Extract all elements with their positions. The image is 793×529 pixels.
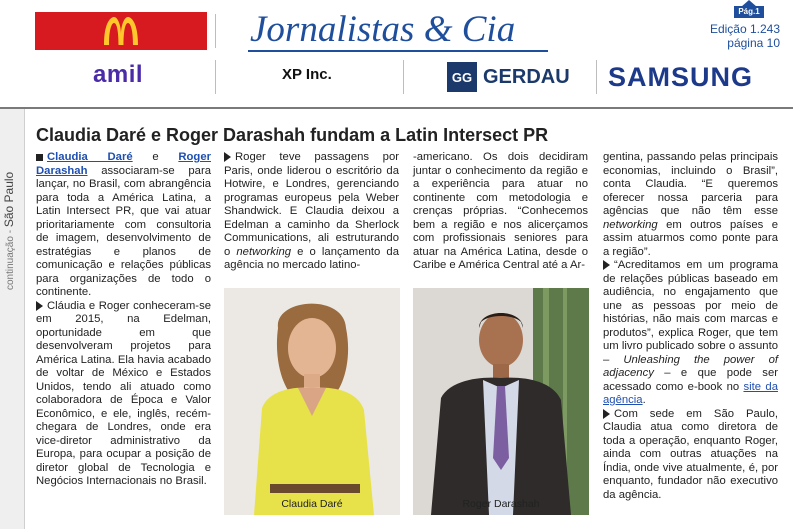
title-underline (248, 50, 548, 52)
bullet-triangle-icon (224, 152, 231, 162)
claudia-photo-caption: Claudia Daré (281, 498, 343, 510)
text: Cláudia e Roger conheceram-se em 2015, na Edelman, oportunidade em que desenvolveram projetos para América Latina. Ela havia acabado de voltar de México e Estados Unidos, tendo ali atuado como colaboradora de Época e Valor Econômico, e ele, inglês, recém-chegara de Londres, onde era vice-diretor administrativo da Europa, para ocupar a posição de diretor global de Tecnologia e Negócios Internacionais no Brasil. (36, 299, 211, 487)
bullet-square-icon (36, 154, 43, 161)
sponsor-divider (596, 60, 597, 94)
claudia-dare-link[interactable]: Claudia Daré (47, 151, 133, 163)
text: Com sede em São Paulo, Claudia atua como diretora de toda a operação, enquanto Roger, ainda com outras atuações na Índia, onde vive atualmente, é, por enquanto, fundador não executivo da agência. (603, 407, 778, 501)
paragraph (36, 151, 211, 300)
text: – e que pode ser acessado como e-book no (603, 367, 778, 393)
xp-inc-logo: XP Inc. (282, 66, 332, 83)
text: e o lançamento da agência no mercado latino- (224, 245, 399, 271)
paragraph (603, 408, 778, 503)
article-column-1 (36, 151, 211, 489)
sponsor-divider (215, 60, 216, 94)
section-label-region: São Paulo (2, 171, 16, 228)
paragraph: -americano. Os dois decidiram juntar o conhecimento da região e a experiência para atuar no continente com metodologia e crenças próprias. “Conhecemos bem a região e nos alicerçamos com profissionais seniores para atuar na América Latina, desde o Caribe e América Central até a Ar- (413, 151, 588, 271)
publication-title: Jornalistas & Cia (250, 9, 516, 50)
roger-photo-caption: Roger Darashah (462, 498, 540, 510)
paragraph (36, 300, 211, 489)
section-label (2, 172, 16, 290)
paragraph (224, 151, 399, 273)
article-column-2 (224, 151, 399, 273)
text: Roger teve passagens por Paris, onde liderou o escritório da Hotwire, e Londres, gerenciando programas europeus pela Weber Shandwick. E Claudia deixou a Edelman a caminho da Sherlock Communications, ali estruturando o (224, 151, 399, 258)
claudia-dare-photo (224, 288, 400, 515)
golden-arches-icon (101, 16, 141, 46)
gerdau-logo (447, 62, 570, 92)
bullet-triangle-icon (603, 260, 610, 270)
text: networking (236, 245, 292, 258)
amil-logo: amil (93, 61, 144, 88)
edition-info (680, 22, 780, 50)
roger-portrait-image (413, 288, 589, 515)
gerdau-mark-icon: GG (447, 62, 477, 92)
text: “Acreditamos em um programa de relações públicas baseado em audiência, no engajamento que une as pessoas por meio de histórias, não mais com marcas e produtos”, explica Roger, que tem um livro publicado sobre o assunto – (603, 259, 778, 366)
bullet-triangle-icon (36, 301, 43, 311)
roger-darashah-photo (413, 288, 589, 515)
section-label-prefix: continuação - (5, 227, 16, 290)
page-one-link[interactable]: Pág.1 (734, 6, 764, 18)
roger-darashah-link[interactable]: Roger Darashah (36, 151, 211, 177)
text: networking (603, 218, 658, 231)
text: em outros países e assim atuarmos como ponte para a região”. (603, 218, 778, 258)
article-column-4 (603, 151, 778, 502)
mcdonalds-logo (35, 12, 207, 50)
claudia-portrait-image (224, 288, 400, 515)
header-rule (0, 107, 793, 109)
text: gentina, passando pelas principais economias, incluindo o Brasil”, conta Claudia. “E queremos oferecer nossa parceria para agências que não têm esse (603, 151, 778, 217)
text: Unleashing the power of adjacency (603, 353, 778, 379)
article-headline: Claudia Daré e Roger Darashah fundam a Latin Intersect PR (36, 125, 549, 145)
samsung-logo: SAMSUNG (608, 62, 754, 92)
gerdau-name: GERDAU (483, 65, 570, 88)
paragraph (603, 151, 778, 259)
edition-number: Edição 1.243 (709, 22, 780, 36)
sponsor-divider (403, 60, 404, 94)
text: . (642, 394, 646, 406)
paragraph (603, 259, 778, 408)
text: associaram-se para lançar, no Brasil, com abrangência para toda a América Latina, a Latin Intersect PR, que vai atuar prioritariamente com consultoria de imagem, desenvolvimento de estratégias e planos de comunicação e relações públicas para organizações de todo o continente. (36, 164, 211, 298)
text: e (132, 151, 179, 163)
bullet-triangle-icon (603, 409, 610, 419)
header-divider (215, 14, 216, 48)
agency-site-link[interactable]: site da agência (603, 380, 778, 406)
article-column-3 (413, 151, 588, 273)
page-number: página 10 (727, 36, 780, 50)
